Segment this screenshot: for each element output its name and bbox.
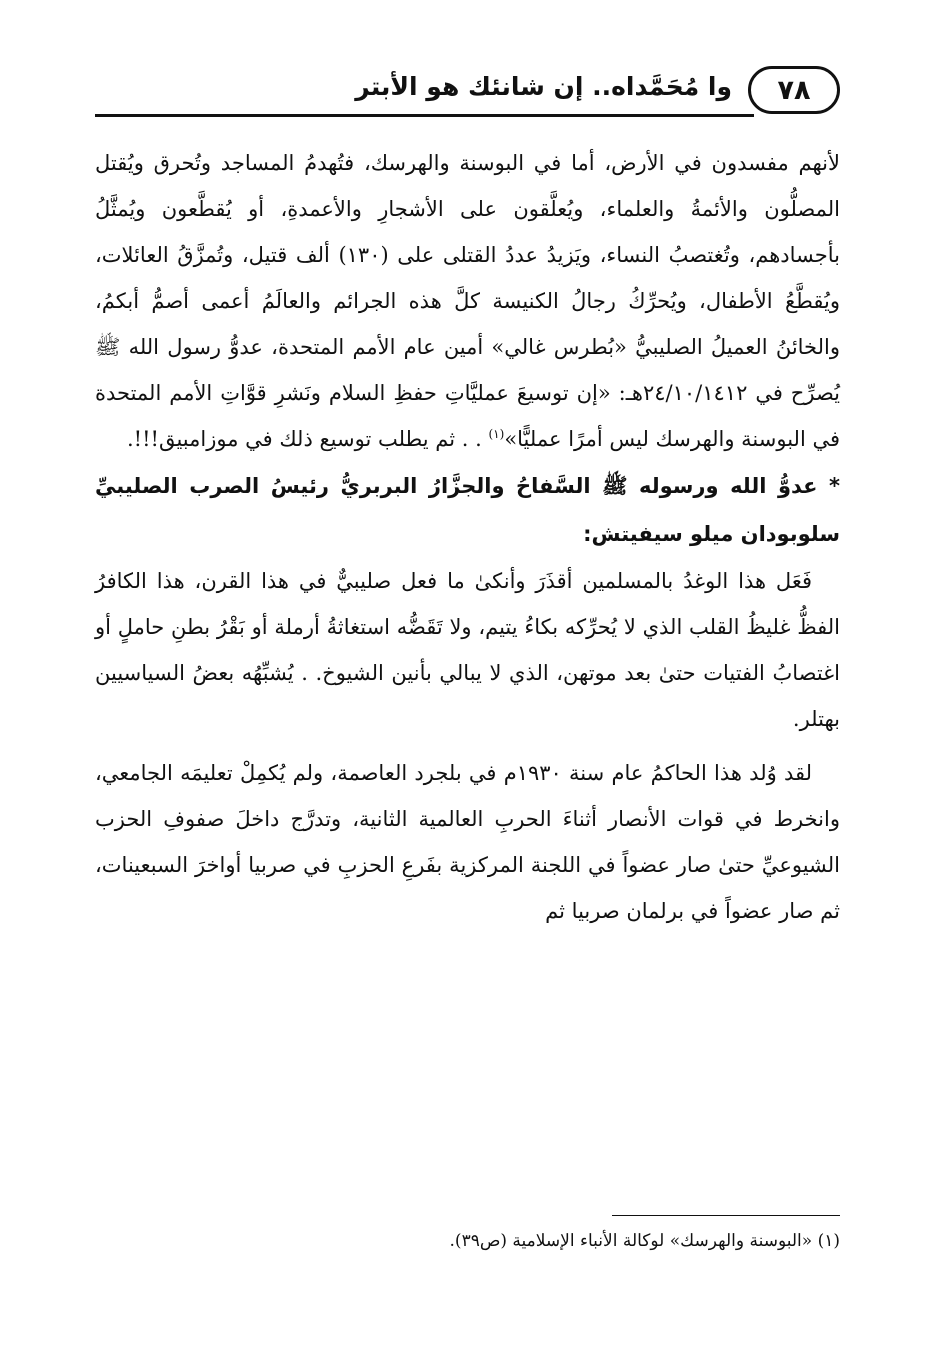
- footnote: (١) «البوسنة والهرسك» لوكالة الأنباء الإسلامية (ص٣٩).: [449, 1231, 840, 1251]
- paragraph-1: [95, 140, 840, 462]
- page-number-badge: [748, 66, 840, 114]
- paragraph-1-text: لأنهم مفسدون في الأرض، أما في البوسنة والهرسك، فتُهدمُ المساجد وتُحرق ويُقتل المصلُّون والأئمةُ والعلماء، ويُعلَّقون على الأشجارِ والأعمدةِ، أو يُقطَّعون ويُمثَّلُ بأجسادهم، وتُغتصبُ النساء، ويَزيدُ عددُ القتلى على (١٣٠) ألف قتيل، وتُمزَّقُ العائلات، ويُقطَّعُ الأطفال، ويُحرِّكُ رجالُ الكنيسة كلَّ هذه الجرائم والعالَمُ أعمى أصمُّ أبكمُ، والخائنُ العميلُ الصليبيُّ «بُطرس غالي» أمين عام الأمم المتحدة، عدوُّ رسول الله ﷺ يُصرِّح في ٢٤/١٠/١٤١٢هـ: «إن توسيعَ عمليَّاتِ حفظِ السلام ونَشرِ قوَّاتِ الأمم المتحدة في البوسنة والهرسك ليس أمرًا عمليًّا»: [95, 151, 841, 451]
- footnote-rule: [612, 1215, 840, 1216]
- paragraph-1-tail: . . ثم يطلب توسيع ذلك في موزامبيق!!!.: [126, 427, 489, 451]
- footnote-reference: (١): [488, 427, 505, 441]
- section-heading: * عدوُّ الله ورسوله ﷺ السَّفاحُ والجزَّارُ البربريُّ رئيسُ الصرب الصليبيِّ سلوبودان ميلو سيفيتش:: [95, 474, 840, 546]
- header-rule: [95, 114, 754, 117]
- running-title: وا مُحَمَّداه.. إن شانئك هو الأبتر: [355, 72, 732, 101]
- paragraph-2: فَعَل هذا الوغدُ بالمسلمين أقذَرَ وأنكىٰ ما فعل صليبيٌّ في هذا القرن، هذا الكافرُ الفظُّ غليظُ القلب الذي لا يُحرِّكه بكاءُ يتيم، ولا تَقَضُّه استغاثةُ أرملة أو بَقْرُ بطنِ حاملٍ أو اغتصابُ الفتيات حتىٰ بعد موتهن، الذي لا يبالي بأنين الشيوخ. . يُشبِّهُه بعضُ السياسيين بهتلر.: [95, 569, 840, 731]
- body-text: [95, 140, 840, 934]
- page-number: ٧٨: [777, 74, 811, 106]
- paragraph-spacer: [95, 742, 840, 750]
- paragraph-3: لقد وُلد هذا الحاكمُ عام سنة ١٩٣٠م في بلجرد العاصمة، ولم يُكمِلْ تعليمَه الجامعي، وانخرط في قوات الأنصار أثناءَ الحربِ العالمية الثانية، وتدرَّج داخلَ صفوفِ الحزب الشيوعيِّ حتىٰ صار عضواً في اللجنة المركزية بفَرعِ الحزبِ في صربيا أواخرَ السبعينات، ثم صار عضواً في برلمان صربيا ثم: [95, 761, 840, 923]
- page-header: [95, 62, 840, 122]
